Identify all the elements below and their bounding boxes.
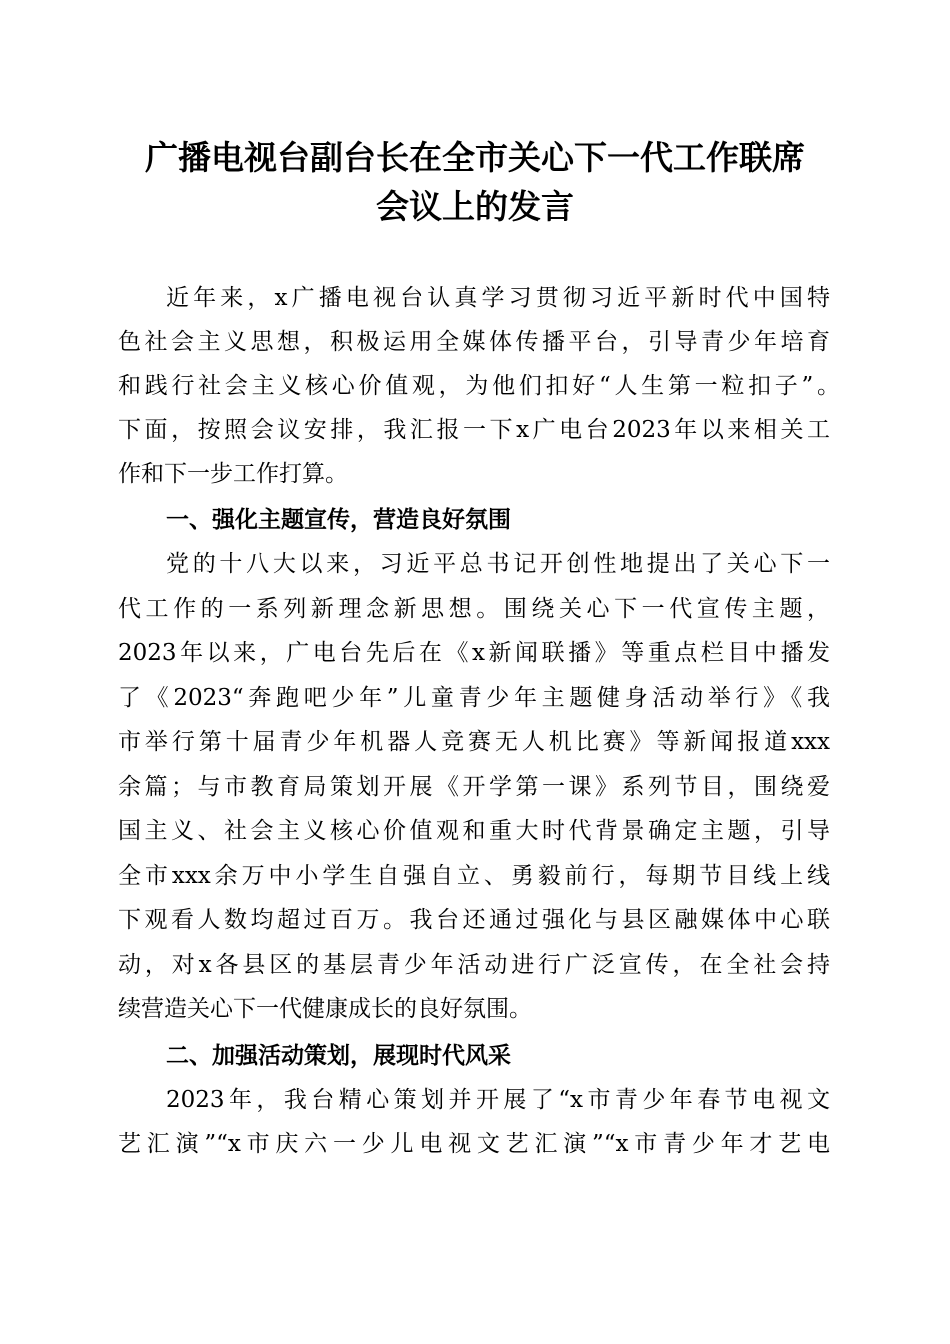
- paragraph-line: 作和下一步工作打算。: [118, 461, 348, 487]
- paragraph-line: 近年来，x广播电视台认真学习贯彻习近平新时代中国特: [166, 285, 830, 311]
- paragraph-line: 国主义、社会主义核心价值观和重大时代背景确定主题，引导: [118, 818, 830, 844]
- paragraph-line: 全市xxx余万中小学生自强自立、勇毅前行，每期节目线上线: [118, 863, 830, 889]
- paragraph-line: 动，对x各县区的基层青少年活动进行广泛宣传，在全社会持: [118, 952, 830, 978]
- paragraph-line: 下面，按照会议安排，我汇报一下x广电台2023年以来相关工: [118, 417, 830, 443]
- paragraph-line: 了《2023“奔跑吧少年”儿童青少年主题健身活动举行》《我: [118, 685, 830, 711]
- section-heading-2: 二、加强活动策划，展现时代风采: [166, 1043, 511, 1069]
- paragraph-line: 余篇；与市教育局策划开展《开学第一课》系列节目，围绕爱: [118, 774, 830, 800]
- paragraph-line: 续营造关心下一代健康成长的良好氛围。: [118, 996, 532, 1022]
- paragraph-line: 党的十八大以来，习近平总书记开创性地提出了关心下一: [166, 551, 830, 577]
- paragraph-line: 下观看人数均超过百万。我台还通过强化与县区融媒体中心联: [118, 907, 830, 933]
- document-title-line-1: 广播电视台副台长在全市关心下一代工作联席: [145, 138, 805, 177]
- paragraph-line: 和践行社会主义核心价值观，为他们扣好“人生第一粒扣子”。: [118, 373, 840, 399]
- paragraph-line: 市举行第十届青少年机器人竞赛无人机比赛》等新闻报道xxx: [118, 729, 830, 755]
- section-heading-1: 一、强化主题宣传，营造良好氛围: [166, 507, 511, 533]
- paragraph-line: 艺汇演”“x市庆六一少儿电视文艺汇演”“x市青少年才艺电: [118, 1131, 830, 1157]
- paragraph-line: 色社会主义思想，积极运用全媒体传播平台，引导青少年培育: [118, 329, 830, 355]
- paragraph-line: 2023年以来，广电台先后在《x新闻联播》等重点栏目中播发: [118, 640, 830, 666]
- document-title-line-2: 会议上的发言: [376, 187, 574, 226]
- paragraph-line: 代工作的一系列新理念新思想。围绕关心下一代宣传主题，: [118, 596, 830, 622]
- paragraph-line: 2023年，我台精心策划并开展了“x市青少年春节电视文: [166, 1087, 830, 1113]
